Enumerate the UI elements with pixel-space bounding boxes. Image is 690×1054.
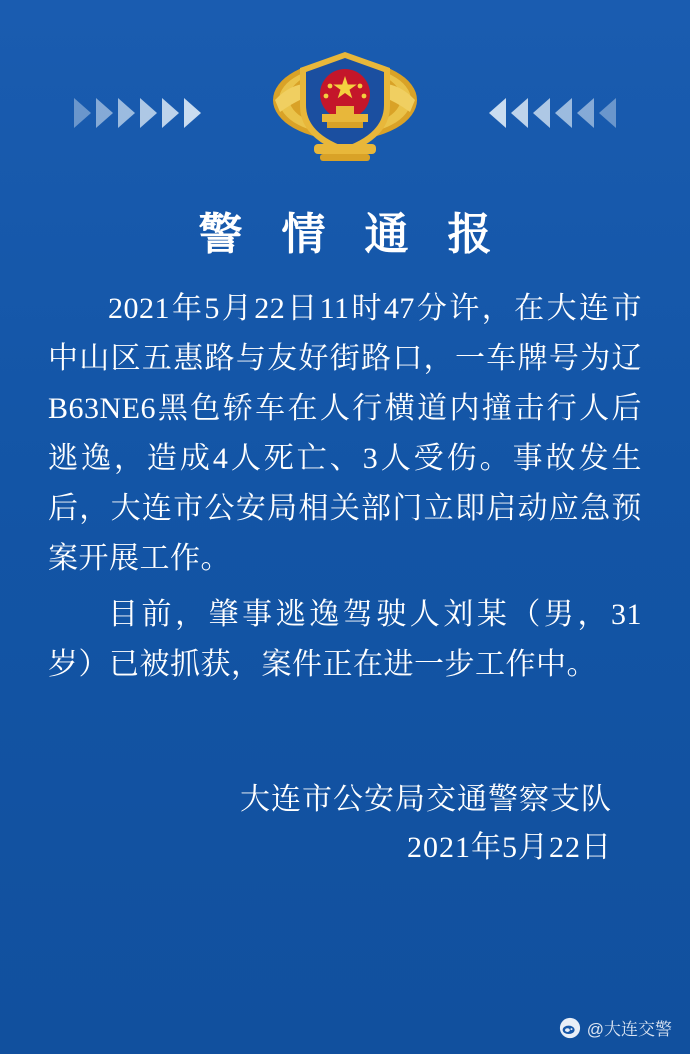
- paragraph-2: 目前，肇事逃逸驾驶人刘某（男，31岁）已被抓获，案件正在进一步工作中。: [48, 598, 642, 681]
- notice-body: [0, 284, 690, 690]
- right-chevron-group: [489, 98, 616, 128]
- chevron-right-icon: [74, 98, 91, 128]
- left-chevron-group: [74, 98, 201, 128]
- watermark-account: @大连交警: [586, 1020, 672, 1039]
- chevron-left-icon: [533, 98, 550, 128]
- chevron-left-icon: [511, 98, 528, 128]
- paragraph-1: 2021年5月22日11时47分许，在大连市中山区五惠路与友好街路口，一车牌号为辽B63NE6黑色轿车在人行横道内撞击行人后逃逸，造成4人死亡、3人受伤。事故发生后，大连市公安局相关部门立即启动应急预案开展工作。: [48, 292, 642, 575]
- chevron-right-icon: [118, 98, 135, 128]
- chevron-right-icon: [184, 98, 201, 128]
- page-title: 警 情 通 报: [198, 210, 506, 259]
- signature-organization: 大连市公安局交通警察支队: [240, 783, 612, 816]
- signature-date: 2021年5月22日: [407, 831, 612, 864]
- chevron-left-icon: [555, 98, 572, 128]
- signature-block: [0, 776, 690, 872]
- chevron-left-icon: [599, 98, 616, 128]
- chevron-left-icon: [489, 98, 506, 128]
- watermark-footer: [559, 1015, 672, 1040]
- chevron-left-icon: [577, 98, 594, 128]
- china-police-badge-icon: [270, 34, 420, 174]
- chevron-right-icon: [162, 98, 179, 128]
- header-banner: [0, 0, 690, 190]
- chevron-right-icon: [140, 98, 157, 128]
- weibo-icon: [559, 1017, 581, 1039]
- chevron-right-icon: [96, 98, 113, 128]
